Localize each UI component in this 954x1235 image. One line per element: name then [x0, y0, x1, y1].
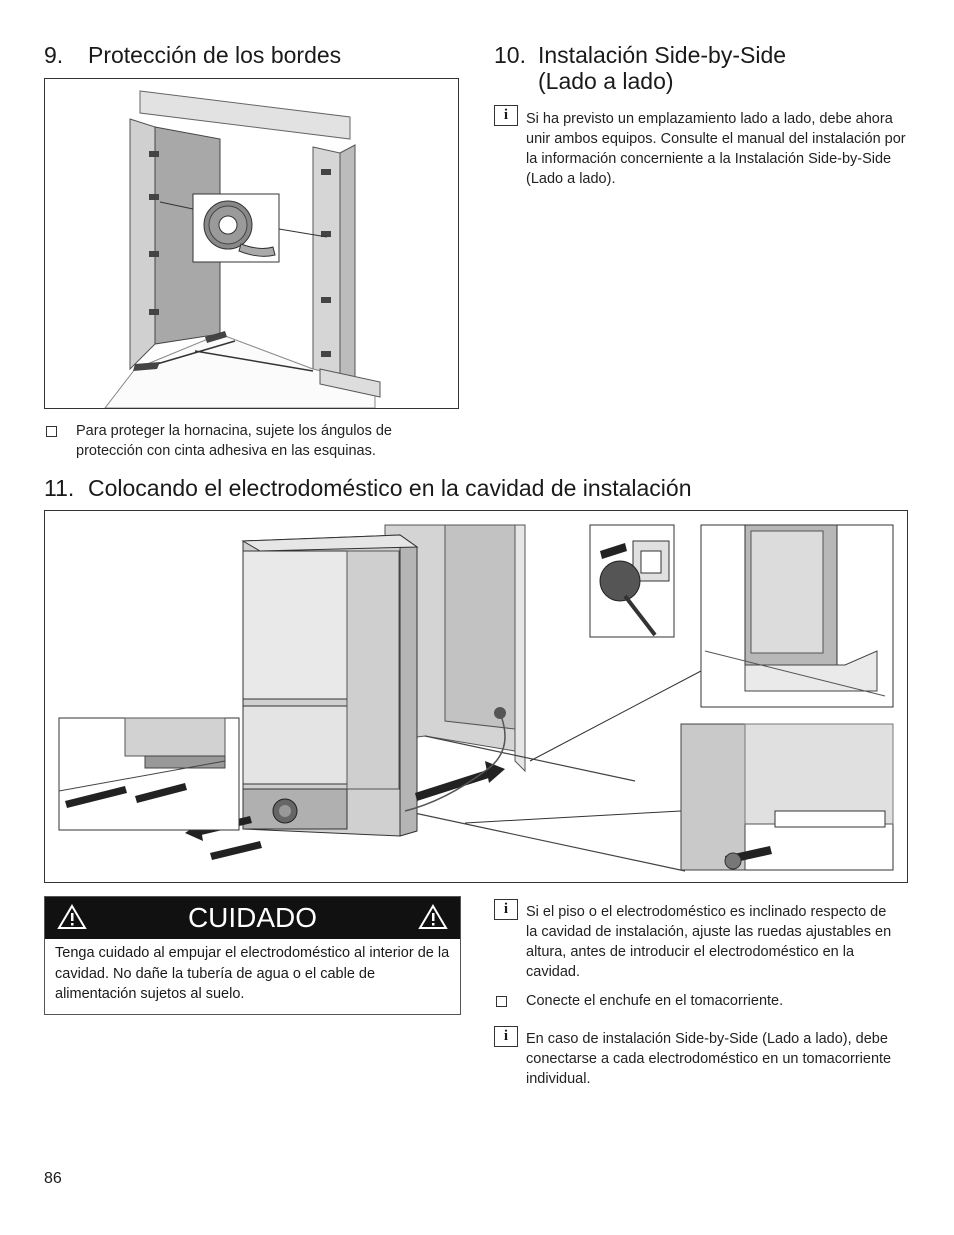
step-checkbox: [46, 426, 57, 437]
step-checkbox: [496, 996, 507, 1007]
section-10-heading: [494, 42, 786, 94]
page-number: 86: [44, 1170, 62, 1187]
leveling-info-text: Si el piso o el electrodoméstico es inclinado respecto de la cavidad de instalación, ajuste las ruedas ajustables en altura, antes de introducir el electrodoméstico en la cavidad.: [526, 904, 892, 980]
section-11-heading: [44, 475, 691, 501]
section-10-title-line2: (Lado a lado): [538, 68, 674, 94]
appliance-placement-figure: [44, 510, 908, 883]
info-icon: i: [494, 1026, 518, 1047]
edge-protection-step-text: Para proteger la hornacina, sujete los ángulos de protección con cinta adhesiva en las esquinas.: [76, 423, 392, 459]
caution-header: [45, 897, 460, 939]
warning-triangle-icon: [418, 903, 448, 931]
plug-in-step-text: Conecte el enchufe en el tomacorriente.: [526, 993, 784, 1009]
separate-outlet-info-text: En caso de instalación Side-by-Side (Lado a lado), debe conectarse a cada electrodoméstico en un tomacorriente individual.: [526, 1031, 892, 1087]
section-9-title: Protección de los bordes: [88, 42, 342, 68]
section-11-title: Colocando el electrodoméstico en la cavidad de instalación: [88, 475, 692, 501]
info-icon: i: [494, 899, 518, 920]
caution-box: [44, 896, 461, 1015]
section-10-number: 10.: [494, 42, 526, 68]
section-9-heading: [44, 42, 341, 68]
section-9-number: 9.: [44, 42, 64, 68]
appliance-installation-illustration: [45, 511, 907, 882]
caution-text: Tenga cuidado al empujar el electrodoméstico al interior de la cavidad. No dañe la tubería de agua o el cable de alimentación sujetos al suelo.: [55, 945, 450, 1002]
section-11-number: 11.: [44, 475, 75, 501]
edge-protection-figure: [44, 78, 459, 409]
niche-tape-illustration: [45, 79, 458, 408]
caution-title: CUIDADO: [187, 902, 318, 933]
info-icon: i: [494, 105, 518, 126]
side-by-side-info-text: Si ha previsto un emplazamiento lado a lado, debe ahora unir ambos equipos. Consulte el manual del instalación por la información concerniente a la Instalación Side-by-Side (Lado a lado).: [526, 111, 906, 187]
section-10-title-line1: Instalación Side-by-Side: [538, 42, 787, 68]
